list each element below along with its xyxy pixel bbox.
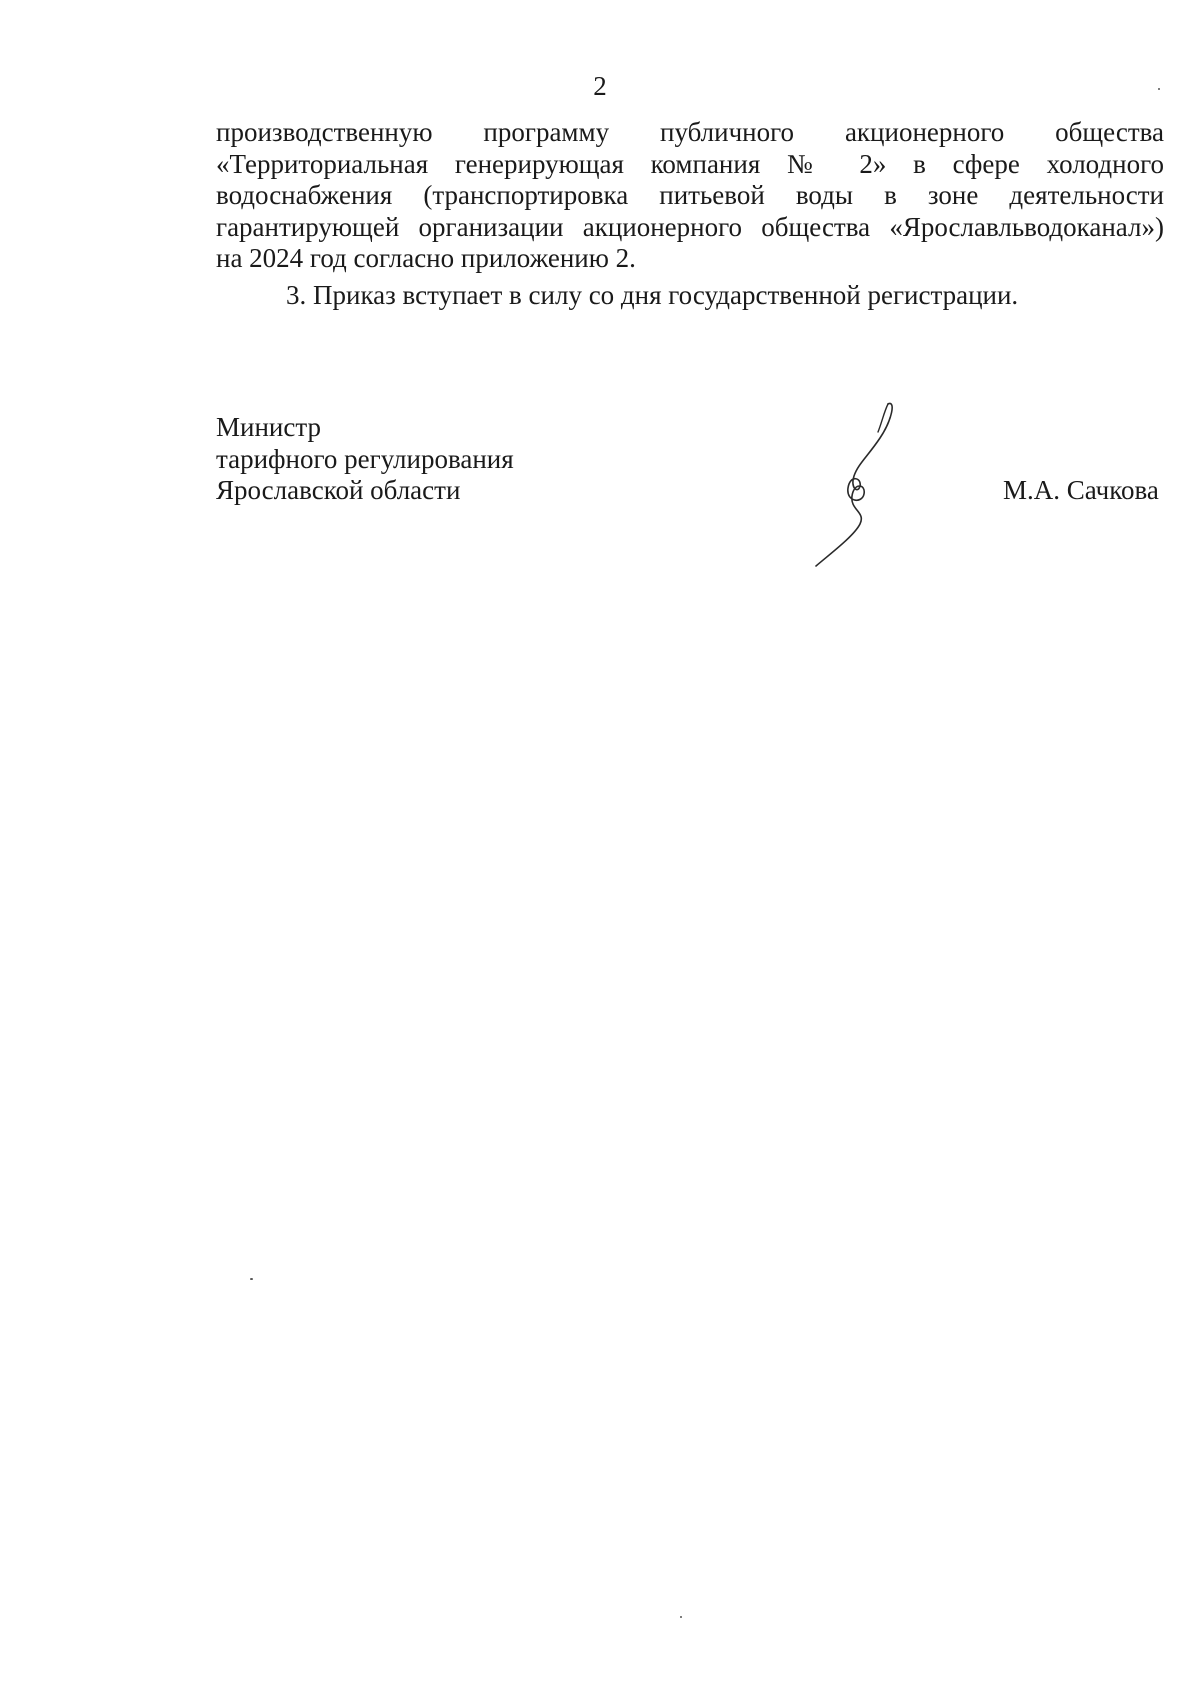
paragraph-line: «Территориальная генерирующая компания № 2» в сфере холодного (216, 148, 1164, 179)
continued-paragraph (216, 117, 1164, 275)
paragraph-line: гарантирующей организации акционерного общества «Ярославльводоканал») (216, 211, 1164, 242)
position-line: Ярославской области (216, 475, 461, 506)
scan-speck (250, 1278, 253, 1280)
handwritten-signature (800, 398, 910, 568)
scan-speck (680, 1616, 682, 1618)
paragraph-line: на 2024 год согласно приложению 2. (216, 243, 636, 274)
paragraph-line: производственную программу публичного акционерного общества (216, 117, 1164, 147)
signer-position (216, 412, 514, 507)
signer-name: М.А. Сачкова (1003, 475, 1159, 505)
position-line: Министр (216, 412, 321, 442)
item-3-paragraph: 3. Приказ вступает в силу со дня государственной регистрации. (286, 280, 1019, 310)
position-line: тарифного регулирования (216, 443, 514, 474)
page-number: 2 (593, 71, 607, 101)
scan-speck (1158, 88, 1160, 90)
paragraph-line: водоснабжения (транспортировка питьевой воды в зоне деятельности (216, 180, 1164, 211)
